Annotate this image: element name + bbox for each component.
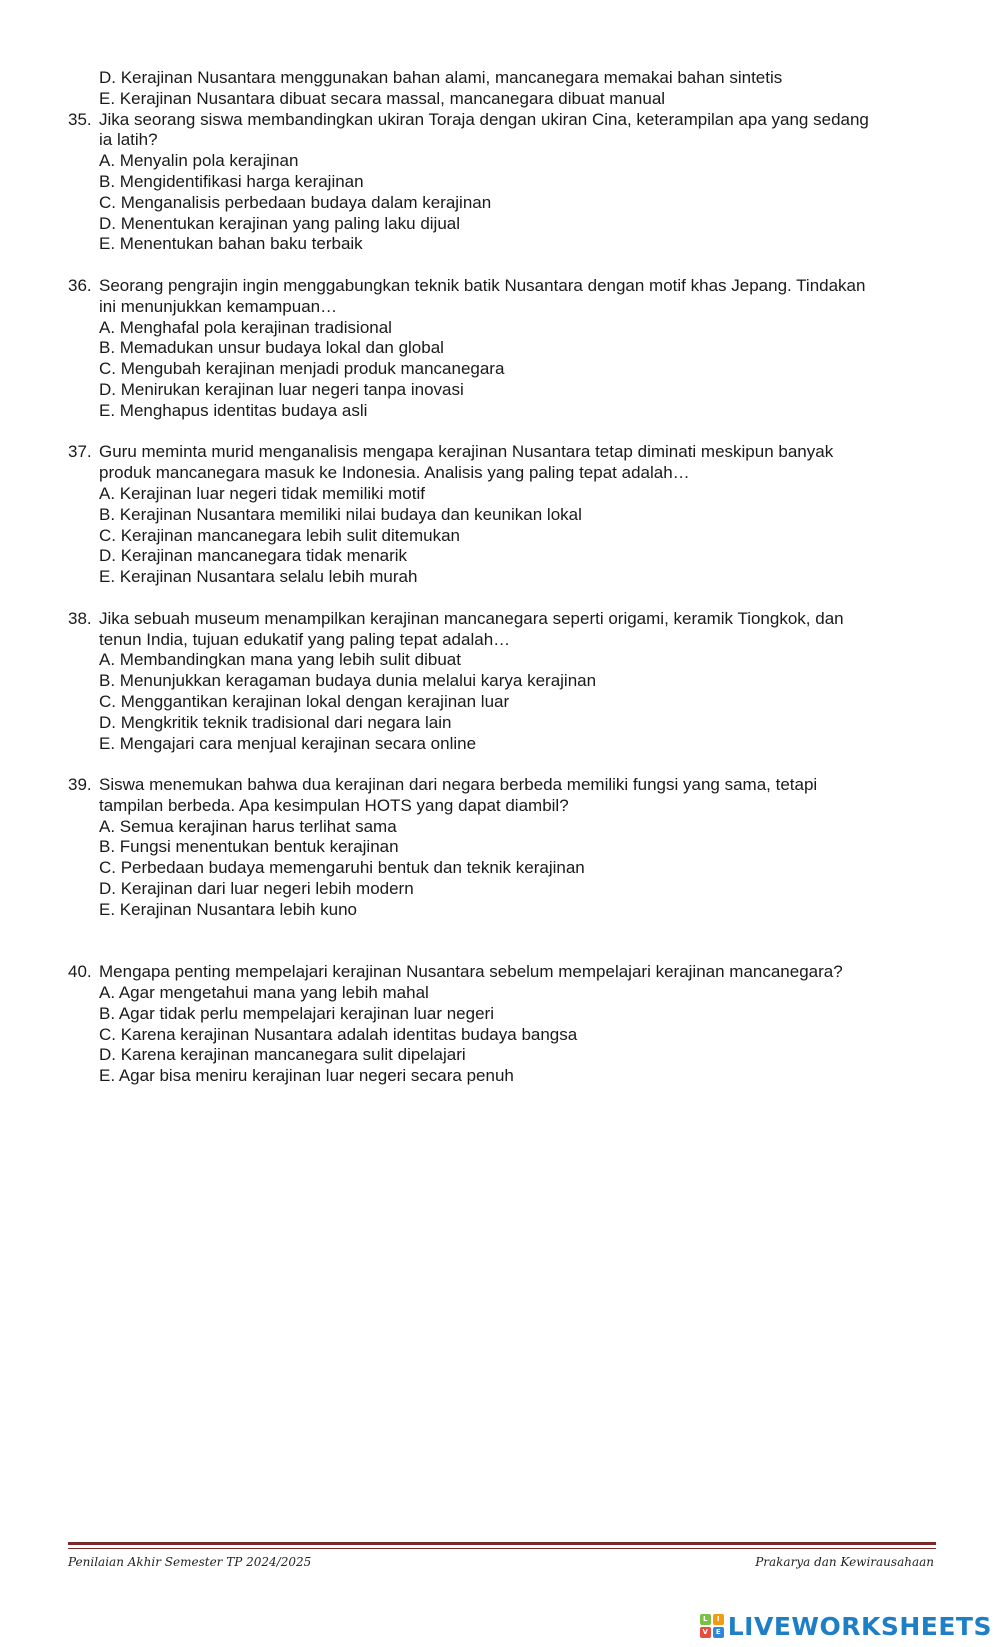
option-e[interactable]: E. Menentukan bahan baku terbaik	[99, 234, 363, 254]
question-stem	[68, 962, 948, 983]
question-stem	[68, 609, 948, 651]
logo-tile-e: E	[713, 1627, 724, 1638]
prev-option-e: E. Kerajinan Nusantara dibuat secara massal, mancanegara dibuat manual	[99, 88, 666, 108]
question-number: 35.	[68, 109, 92, 129]
option-e[interactable]: E. Kerajinan Nusantara selalu lebih murah	[99, 567, 418, 587]
option-a[interactable]: A. Menyalin pola kerajinan	[99, 151, 299, 171]
question-text	[99, 442, 948, 484]
option-a[interactable]: A. Kerajinan luar negeri tidak memiliki motif	[99, 483, 425, 503]
logo-tile-i: I	[713, 1614, 724, 1625]
footer-divider	[68, 1542, 936, 1545]
liveworksheets-logo-icon	[700, 1614, 724, 1638]
option-a[interactable]: A. Membandingkan mana yang lebih sulit dibuat	[99, 650, 461, 670]
option-e[interactable]: E. Menghapus identitas budaya asli	[99, 400, 368, 420]
option-c[interactable]: C. Mengubah kerajinan menjadi produk mancanegara	[99, 359, 505, 379]
option-b[interactable]: B. Fungsi menentukan bentuk kerajinan	[99, 837, 399, 857]
footer-subject: Prakarya dan Kewirausahaan	[755, 1555, 934, 1569]
option-e[interactable]: E. Kerajinan Nusantara lebih kuno	[99, 899, 357, 919]
option-d[interactable]: D. Mengkritik teknik tradisional dari negara lain	[99, 712, 452, 732]
option-d[interactable]: D. Kerajinan mancanegara tidak menarik	[99, 546, 408, 566]
option-d[interactable]: D. Kerajinan dari luar negeri lebih modern	[99, 879, 414, 899]
question-text	[99, 609, 948, 651]
option-a[interactable]: A. Menghafal pola kerajinan tradisional	[99, 317, 392, 337]
stem-line: tenun India, tujuan edukatif yang paling tepat adalah…	[99, 629, 511, 649]
question-number: 36.	[68, 275, 92, 295]
option-d[interactable]: D. Menirukan kerajinan luar negeri tanpa inovasi	[99, 379, 464, 399]
option-e[interactable]: E. Mengajari cara menjual kerajinan secara online	[99, 733, 477, 753]
question-number: 39.	[68, 775, 92, 795]
footer-divider-thin	[68, 1548, 936, 1549]
option-a[interactable]: A. Semua kerajinan harus terlihat sama	[99, 816, 397, 836]
prev-option-d: D. Kerajinan Nusantara menggunakan bahan alami, mancanegara memakai bahan sintetis	[99, 68, 783, 87]
question-stem	[68, 442, 948, 484]
question-39	[68, 775, 948, 921]
stem-line: Siswa menemukan bahwa dua kerajinan dari negara berbeda memiliki fungsi yang sama, tetapi	[99, 775, 818, 795]
stem-line: Jika sebuah museum menampilkan kerajinan mancanegara seperti origami, keramik Tiongkok, dan	[99, 608, 844, 628]
question-40	[68, 962, 948, 1087]
question-36	[68, 276, 948, 422]
option-b[interactable]: B. Agar tidak perlu mempelajari kerajinan luar negeri	[99, 1003, 494, 1023]
option-d[interactable]: D. Karena kerajinan mancanegara sulit dipelajari	[99, 1045, 466, 1065]
question-35	[68, 110, 948, 256]
question-number: 37.	[68, 442, 92, 462]
spacer	[68, 588, 948, 609]
liveworksheets-brand[interactable]	[700, 1609, 992, 1643]
stem-line: tampilan berbeda. Apa kesimpulan HOTS yang dapat diambil?	[99, 795, 569, 815]
option-d[interactable]: D. Menentukan kerajinan yang paling laku dijual	[99, 213, 461, 233]
question-number: 38.	[68, 608, 92, 628]
logo-tile-l: L	[700, 1614, 711, 1625]
stem-line: ini menunjukkan kemampuan…	[99, 296, 338, 316]
stem-line: Seorang pengrajin ingin menggabungkan teknik batik Nusantara dengan motif khas Jepang. Tindakan	[99, 275, 866, 295]
question-text	[99, 775, 948, 817]
question-list	[68, 68, 948, 1087]
question-38	[68, 609, 948, 755]
brand-name: LIVEWORKSHEETS	[727, 1611, 992, 1641]
question-stem	[68, 110, 948, 152]
stem-line: ia latih?	[99, 130, 158, 150]
question-stem	[68, 775, 948, 817]
option-a[interactable]: A. Agar mengetahui mana yang lebih mahal	[99, 983, 429, 1003]
logo-tile-v: V	[700, 1627, 711, 1638]
option-c[interactable]: C. Karena kerajinan Nusantara adalah identitas budaya bangsa	[99, 1024, 578, 1044]
stem-line: Jika seorang siswa membandingkan ukiran Toraja dengan ukiran Cina, keterampilan apa yang sedang	[99, 109, 869, 129]
question-text	[99, 276, 948, 318]
spacer	[68, 255, 948, 276]
stem-line: Mengapa penting mempelajari kerajinan Nusantara sebelum mempelajari kerajinan mancanegara?	[99, 962, 843, 982]
option-b[interactable]: B. Memadukan unsur budaya lokal dan global	[99, 338, 444, 358]
footer-exam-title: Penilaian Akhir Semester TP 2024/2025	[68, 1555, 312, 1569]
option-c[interactable]: C. Menganalisis perbedaan budaya dalam kerajinan	[99, 192, 492, 212]
stem-line: Guru meminta murid menganalisis mengapa kerajinan Nusantara tetap diminati meskipun banyak	[99, 442, 834, 462]
option-c[interactable]: C. Perbedaan budaya memengaruhi bentuk dan teknik kerajinan	[99, 858, 585, 878]
question-text	[99, 110, 948, 152]
option-b[interactable]: B. Kerajinan Nusantara memiliki nilai budaya dan keunikan lokal	[99, 504, 582, 524]
option-b[interactable]: B. Menunjukkan keragaman budaya dunia melalui karya kerajinan	[99, 671, 597, 691]
spacer	[68, 754, 948, 775]
question-number: 40.	[68, 962, 92, 982]
question-37	[68, 442, 948, 588]
option-b[interactable]: B. Mengidentifikasi harga kerajinan	[99, 171, 364, 191]
question-stem	[68, 276, 948, 318]
option-e[interactable]: E. Agar bisa meniru kerajinan luar negeri secara penuh	[99, 1066, 514, 1086]
option-c[interactable]: C. Kerajinan mancanegara lebih sulit ditemukan	[99, 525, 460, 545]
spacer	[68, 921, 948, 963]
question-text	[99, 962, 948, 983]
spacer	[68, 422, 948, 443]
option-c[interactable]: C. Menggantikan kerajinan lokal dengan kerajinan luar	[99, 691, 510, 711]
stem-line: produk mancanegara masuk ke Indonesia. Analisis yang paling tepat adalah…	[99, 463, 690, 483]
